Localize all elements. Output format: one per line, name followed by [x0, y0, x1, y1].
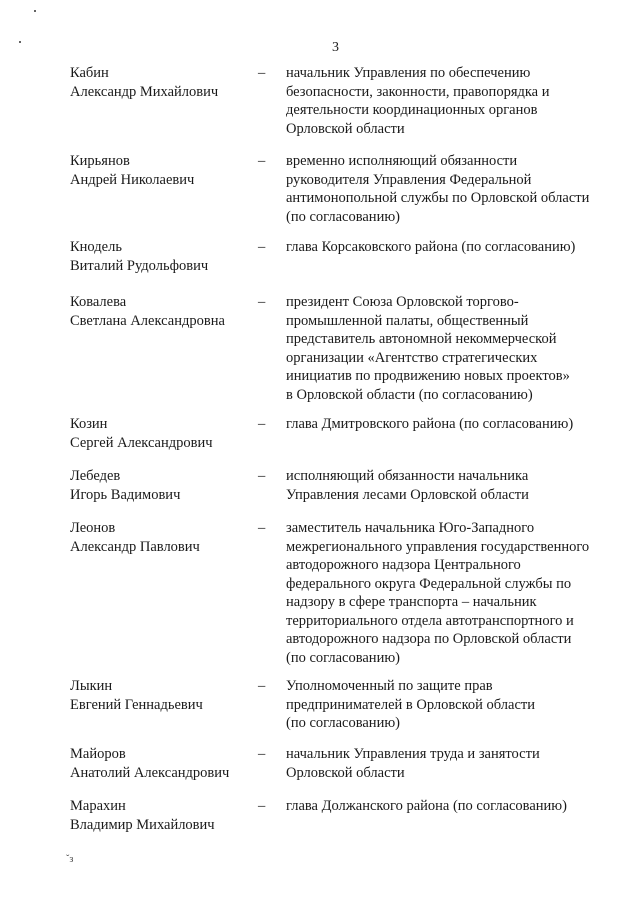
member-role — [286, 519, 616, 667]
role-line: промышленной палаты, общественный — [286, 312, 529, 329]
member-name — [70, 238, 260, 275]
role-line: надзору в сфере транспорта – начальник — [286, 594, 537, 610]
role-line: президент Союза Орловской торгово- — [286, 294, 519, 310]
role-line: безопасности, законности, правопорядка и — [286, 83, 550, 100]
member-role — [286, 745, 616, 782]
member-surname: Ковалева — [70, 294, 127, 310]
role-line: заместитель начальника Юго-Западного — [286, 520, 535, 536]
member-name — [70, 293, 260, 330]
member-role — [286, 152, 616, 226]
member-name — [70, 467, 260, 504]
member-role — [286, 415, 616, 434]
member-surname: Козин — [70, 416, 108, 432]
role-line: Уполномоченный по защите прав — [286, 678, 493, 694]
member-given-names: Игорь Вадимович — [70, 486, 181, 503]
member-surname: Майоров — [70, 746, 126, 762]
role-line: руководителя Управления Федеральной — [286, 171, 532, 188]
member-role — [286, 293, 616, 404]
role-line: межрегионального управления государственного — [286, 538, 590, 555]
role-line: организации «Агентство стратегических — [286, 349, 538, 366]
role-line: (по согласованию) — [286, 208, 400, 225]
member-given-names: Андрей Николаевич — [70, 171, 195, 188]
dash-separator: – — [258, 798, 266, 814]
dash-separator: – — [258, 746, 266, 762]
role-line: в Орловской области (по согласованию) — [286, 386, 533, 403]
role-line: начальник Управления труда и занятости — [286, 746, 540, 762]
scan-speck — [34, 10, 36, 12]
dash-separator: – — [258, 239, 266, 255]
member-surname: Леонов — [70, 520, 116, 536]
member-given-names: Виталий Рудольфович — [70, 257, 209, 274]
member-name — [70, 64, 260, 101]
member-given-names: Александр Павлович — [70, 538, 200, 555]
footer-mark: ˇз — [66, 854, 74, 865]
dash-separator: – — [258, 468, 266, 484]
dash-separator: – — [258, 520, 266, 536]
member-name — [70, 415, 260, 452]
member-given-names: Александр Михайлович — [70, 83, 219, 100]
dash-separator: – — [258, 294, 266, 310]
role-line: федерального округа Федеральной службы по — [286, 575, 572, 592]
member-name — [70, 677, 260, 714]
member-given-names: Светлана Александровна — [70, 312, 225, 329]
role-line: территориального отдела автотранспортного и — [286, 612, 574, 629]
role-line: глава Дмитровского района (по согласованию) — [286, 416, 574, 432]
role-line: автодорожного надзора Центрального — [286, 557, 521, 573]
role-line: Управления лесами Орловской области — [286, 486, 529, 503]
role-line: Орловской области — [286, 764, 405, 781]
page-number: 3 — [332, 40, 339, 55]
role-line: начальник Управления по обеспечению — [286, 65, 531, 81]
member-name — [70, 152, 260, 189]
role-line: инициатив по продвижению новых проектов» — [286, 368, 570, 384]
role-line: временно исполняющий обязанности — [286, 153, 518, 169]
member-role — [286, 238, 616, 257]
role-line: (по согласованию) — [286, 649, 400, 666]
member-given-names: Сергей Александрович — [70, 434, 213, 451]
member-role — [286, 797, 616, 816]
member-name — [70, 745, 260, 782]
member-role — [286, 467, 616, 504]
role-line: предпринимателей в Орловской области — [286, 696, 535, 713]
role-line: глава Должанского района (по согласованию) — [286, 798, 567, 814]
member-role — [286, 677, 616, 733]
dash-separator: – — [258, 416, 266, 432]
member-name — [70, 519, 260, 556]
member-role — [286, 64, 616, 138]
role-line: Орловской области — [286, 120, 405, 137]
role-line: представитель автономной некоммерческой — [286, 331, 557, 347]
dash-separator: – — [258, 678, 266, 694]
member-surname: Марахин — [70, 798, 126, 814]
dash-separator: – — [258, 153, 266, 169]
member-surname: Кирьянов — [70, 153, 130, 169]
member-given-names: Владимир Михайлович — [70, 816, 215, 833]
role-line: (по согласованию) — [286, 715, 400, 731]
role-line: исполняющий обязанности начальника — [286, 468, 529, 484]
member-surname: Лыкин — [70, 678, 113, 694]
role-line: антимонопольной службы по Орловской области — [286, 190, 590, 206]
member-surname: Лебедев — [70, 468, 121, 484]
dash-separator: – — [258, 65, 266, 81]
role-line: глава Корсаковского района (по согласованию) — [286, 239, 576, 255]
member-surname: Кнодель — [70, 239, 122, 255]
role-line: деятельности координационных органов — [286, 102, 538, 118]
member-given-names: Евгений Геннадьевич — [70, 696, 203, 713]
role-line: автодорожного надзора по Орловской области — [286, 631, 572, 647]
member-name — [70, 797, 260, 834]
member-surname: Кабин — [70, 65, 109, 81]
scan-speck — [19, 41, 21, 43]
member-given-names: Анатолий Александрович — [70, 764, 230, 781]
